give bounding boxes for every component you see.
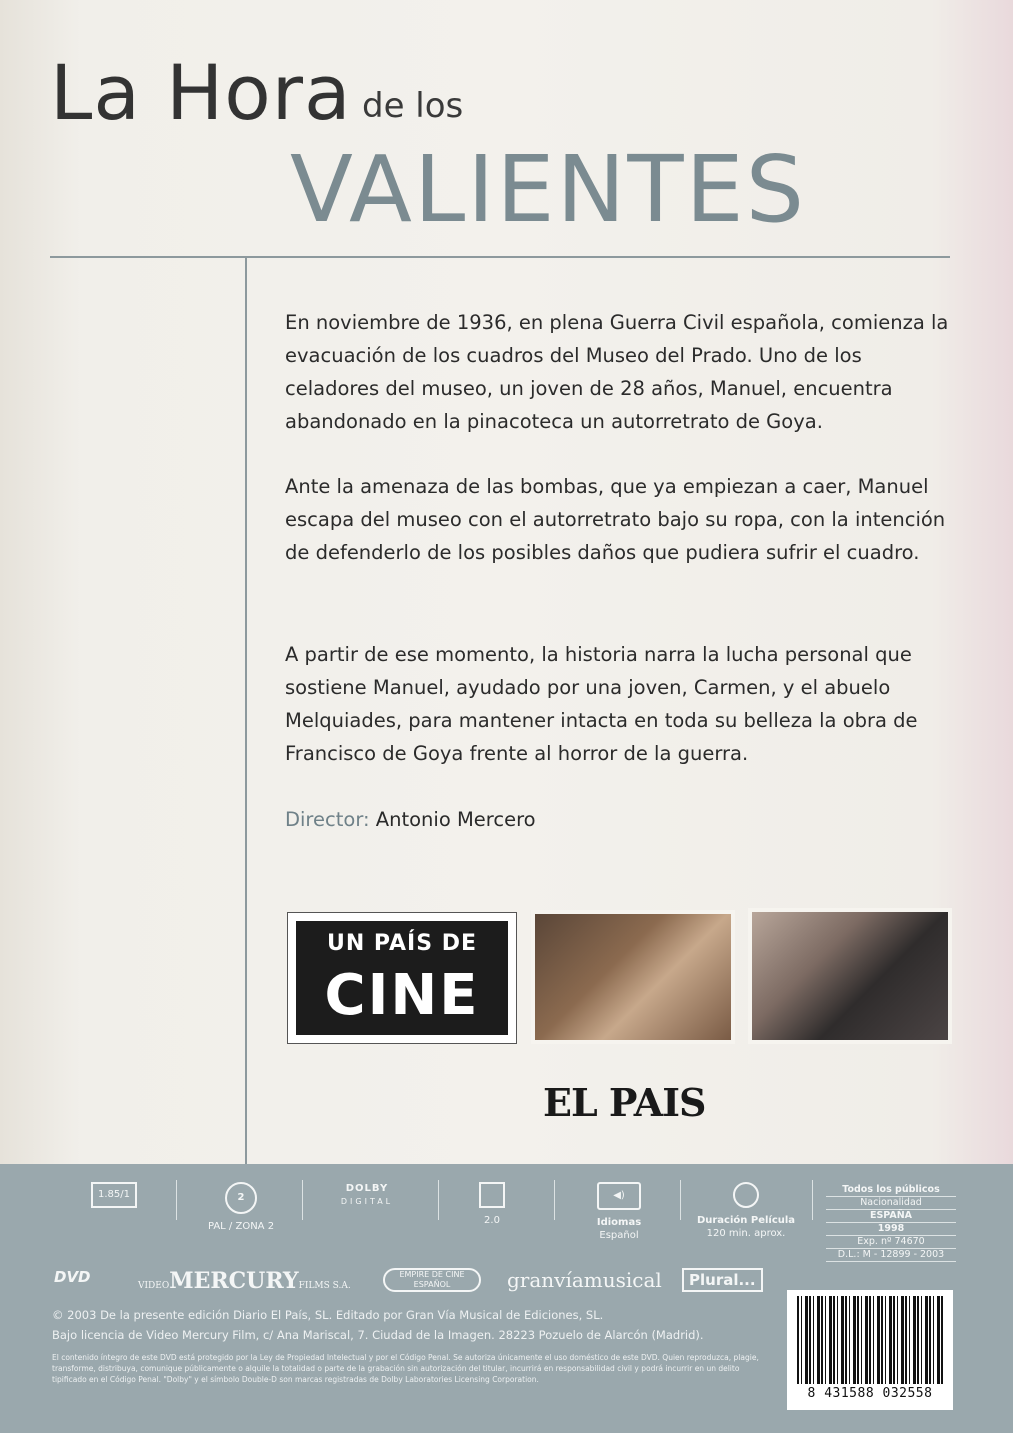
spec-divider (438, 1180, 439, 1220)
rating-exp-number: Exp. nº 74670 (826, 1236, 956, 1249)
director-label: Director: (285, 808, 370, 831)
rating-legal-deposit: D.L.: M - 12899 - 2003 (826, 1249, 956, 1262)
globe-icon: 2 (225, 1182, 257, 1214)
film-still-2 (748, 908, 952, 1044)
mercury-post: FILMS S.A. (298, 1281, 351, 1291)
rating-audience: Todos los públicos (826, 1184, 956, 1197)
granvia-musical-logo: granvíamusical (507, 1268, 662, 1292)
dolby-digital-label: DIGITAL (340, 1197, 394, 1206)
spec-divider (680, 1180, 681, 1220)
audio-spec (470, 1182, 514, 1227)
region-label: PAL / ZONA 2 (207, 1221, 275, 1232)
barcode-bars (797, 1296, 943, 1384)
language-value: Español (599, 1230, 639, 1241)
video-mercury-logo (138, 1268, 351, 1294)
title-de-los: de los (362, 86, 464, 126)
legal-copyright: © 2003 De la presente edición Diario El País, SL. Editado por Gran Vía Musical de Ediciones, SL. (52, 1308, 604, 1322)
horizontal-rule (50, 256, 950, 258)
director-name: Antonio Mercero (375, 808, 536, 831)
mercury-pre: VIDEO (138, 1281, 170, 1291)
dolby-spec (322, 1182, 412, 1208)
rating-nationality-label: Nacionalidad (826, 1197, 956, 1210)
logo-line-2: CINE (324, 963, 480, 1028)
aspect-ratio-spec (86, 1182, 142, 1214)
rating-nationality: ESPAÑA (826, 1210, 956, 1223)
mercury-name: MERCURY (169, 1268, 299, 1294)
legal-license: Bajo licencia de Video Mercury Film, c/ Ana Mariscal, 7. Ciudad de la Imagen. 28223 Pozuelo de Alarcón (Madrid). (52, 1328, 704, 1342)
aspect-ratio-icon: 1.85/1 (91, 1182, 137, 1208)
synopsis-paragraph-2: Ante la amenaza de las bombas, que ya empiezan a caer, Manuel escapa del museo con el autorretrato bajo su ropa, con la intención de defenderlo de los posibles daños que pudiera sufrir el cuadro. (285, 475, 946, 564)
synopsis-paragraph-1: En noviembre de 1936, en plena Guerra Civil española, comienza la evacuación de los cuadros del Museo del Prado. Uno de los celadores del museo, un joven de 28 años, Manuel, encuentra abandonado en la pinacoteca un autorretrato de Goya. (285, 311, 949, 433)
title-la-hora: La Hora (50, 48, 352, 137)
title-valientes: VALIENTES (290, 136, 807, 243)
un-pais-de-cine-logo (287, 912, 517, 1044)
legal-disclaimer: El contenido íntegro de este DVD está protegido por la Ley de Propiedad Intelectual y por el Código Penal. Se autoriza únicamente el uso doméstico de este DVD. Quien reproduzca, plagie, transforme, distribuya, comunique públicamente o alquile la totalidad o parte de la grabación sin autorización del titular, incurrirá en responsabilidad civil y podrá incurrir en un delito tipificado en el Código Penal. "Dolby" y el símbolo Double-D son marcas registradas de Dolby Laboratories Licensing Corporation. (52, 1353, 759, 1384)
language-label: Idiomas (596, 1217, 642, 1228)
vertical-rule (245, 256, 247, 1164)
empire-cine-logo: EMPIRE DE CINE ESPAÑOL (383, 1268, 481, 1292)
spec-divider (812, 1180, 813, 1220)
plural-logo: Plural... (682, 1268, 763, 1292)
dolby-icon: DOLBY (345, 1183, 389, 1194)
spec-divider (302, 1180, 303, 1220)
speaker-icon: ◀) (597, 1182, 641, 1210)
duration-spec (694, 1182, 798, 1240)
logo-line-1: UN PAÍS DE (326, 931, 478, 956)
synopsis-paragraph-3: A partir de ese momento, la historia narra la lucha personal que sostiene Manuel, ayudado por una joven, Carmen, y el abuelo Melquiades, para mantener intacta en toda su belleza la obra de Francisco de Goya frente al horror de la guerra. (285, 643, 918, 765)
film-still-1 (531, 910, 735, 1044)
spec-divider (554, 1180, 555, 1220)
rating-year: 1998 (826, 1223, 956, 1236)
barcode (787, 1290, 953, 1410)
barcode-number: 8 431588 032558 (807, 1386, 933, 1401)
audio-channels: 2.0 (484, 1215, 500, 1226)
clock-icon (733, 1182, 759, 1208)
speaker-box-icon (479, 1182, 505, 1208)
el-pais-logo: EL PAIS (543, 1080, 706, 1125)
logo-background (296, 921, 508, 1035)
director-credit (285, 803, 536, 836)
duration-value: 120 min. aprox. (706, 1228, 786, 1239)
rating-block (826, 1184, 956, 1262)
spec-divider (176, 1180, 177, 1220)
duration-label: Duración Película (696, 1215, 796, 1226)
dvd-video-logo: DVD (54, 1268, 91, 1286)
region-spec (196, 1182, 286, 1233)
language-spec (584, 1182, 654, 1242)
